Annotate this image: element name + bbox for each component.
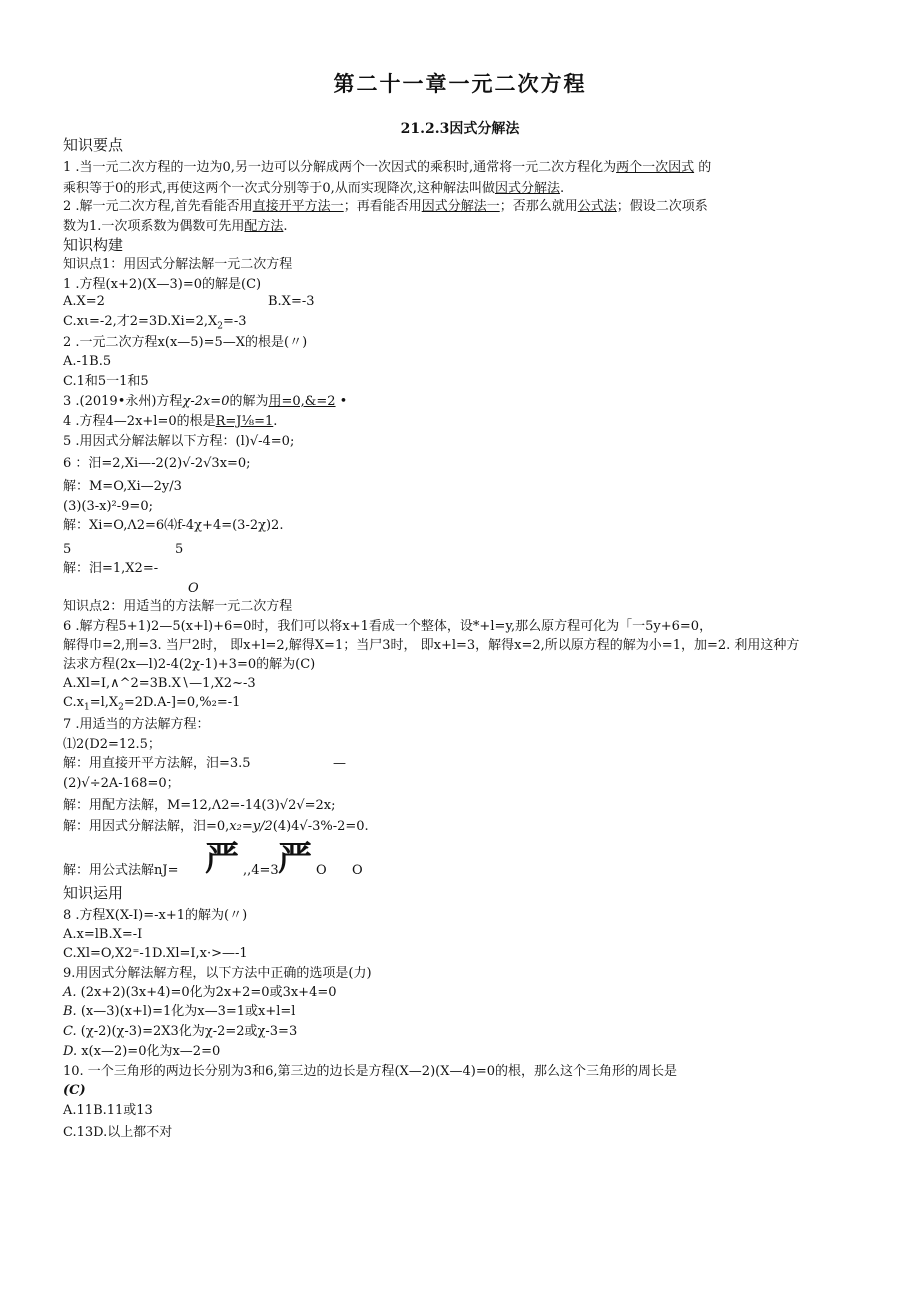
question-4: 4 .方程4—2x+l=0的根是R=J⅛=1.: [63, 414, 278, 429]
question-6b-line-3: 法求方程(2x—l)2-4(2χ-1)+3=0的解为(C): [63, 657, 316, 672]
solution-line-a: 解：M=O,Xi—2y∕3: [63, 479, 182, 494]
question-7-part-2: (2)√÷2A-168=0；: [63, 776, 180, 791]
section-subtitle: 21.2.3因式分解法: [400, 121, 520, 137]
question-7-solution-4-o2: O: [352, 863, 363, 878]
question-6b-line-2: 解得巾=2,刑=3. 当尸2时， 即x+l=2,解得X=1；当尸3时， 即x+l=3，解得x=2,所以原方程的解为小=1，加=2. 利用这种方: [63, 638, 800, 653]
question-8-options-ab: A.x=lB.X=-I: [63, 927, 143, 942]
question-8-options-cd: C.Xl=O,X2⁼-1D.Xl=I,x·>—-1: [63, 946, 248, 961]
question-7-dash: —: [333, 756, 346, 771]
question-1-stem: 1 .方程(x+2)(X—3)=0的解是(C): [63, 277, 262, 292]
question-3: 3 .(2019•永州)方程χ-2x=0的解为用=0,&=2 •: [63, 394, 348, 409]
question-2-options-cd: C.1和5一1和5: [63, 374, 149, 389]
question-6b-line-1: 6 .解方程5+1)2—5(x+l)+6=0时，我们可以将x+1看成一个整体，设*+l=y,那么原方程可化为「一5y+6=0，: [63, 619, 713, 634]
question-6-line: 6 ：汨=2,Xi—-2(2)√-2√3x=0;: [63, 456, 251, 471]
question-1-option-a: A.X=2: [63, 294, 105, 309]
question-10-stem: 10. 一个三角形的两边长分别为3和6,第三边的边长是方程(X—2)(X—4)=0的根，那么这个三角形的周长是: [63, 1064, 677, 1079]
question-7-solution-4-o1: O: [316, 863, 327, 878]
solution-line-e: 解：汨=1,X2=-: [63, 561, 159, 576]
question-8-stem: 8 .方程X(X-I)=-x+1的解为(〃): [63, 908, 248, 923]
question-6b-options-cd: $C.x_1=l,X_2=2D.A-]=0,\%_2=-1$: [63, 695, 241, 713]
question-10-options-ab: A.11B.11或13: [63, 1103, 153, 1118]
question-10-options-cd: C.13D.以上都不对: [63, 1125, 173, 1140]
question-7-solution-3: 解：用因式分解法解，汨=0,x₂=y∕2(4)4√-3%-2=0.: [63, 819, 369, 834]
point-1-line-1: 1 .当一元二次方程的一边为0,另一边可以分解成两个一次因式的乘积时,通常将一元二次方程化为两个一次因式 的: [63, 160, 712, 175]
scan-artifact-glyph-2: 严: [278, 839, 312, 879]
question-1-option-b: B.X=-3: [268, 294, 315, 309]
question-9-stem: 9.用因式分解法解方程，以下方法中正确的选项是(力): [63, 966, 372, 981]
knowledge-point-1: 知识点1：用因式分解法解一元二次方程: [63, 257, 293, 272]
question-7-solution-4: 解：用公式法解nJ=: [63, 863, 179, 878]
question-1-options-cd: C.xι=-2,才$2=3D.Xi=2,X_2=-3$: [63, 314, 247, 332]
heading-knowledge-points: 知识要点: [63, 136, 124, 154]
heading-knowledge-build: 知识构建: [63, 236, 124, 254]
question-7-solution-4-mid: ,,4=3: [243, 863, 279, 878]
scan-artifact-glyph-1: 严: [205, 839, 239, 879]
point-2-line-2: 数为1.一次项系数为偶数可先用配方法.: [63, 219, 288, 234]
point-1-line-2: 乘积等于0的形式,再使这两个一次式分别等于0,从而实现降次,这种解法叫做因式分解法.: [63, 181, 565, 196]
solution-line-f: O: [188, 581, 199, 596]
question-2-stem: 2 .一元二次方程x(x—5)=5—X的根是(〃): [63, 335, 308, 350]
solution-line-c: 解：Xi=O,Λ2=6⑷f-4χ+4=(3-2χ)2.: [63, 518, 284, 533]
heading-knowledge-use: 知识运用: [63, 884, 124, 902]
question-7-part-1: ⑴2(D2=12.5；: [63, 737, 161, 752]
question-9-option-b: B. (x—3)(x+l)=1化为x—3=1或x+l=l: [63, 1004, 296, 1019]
question-10-answer: (C): [63, 1083, 86, 1098]
question-5: 5 .用因式分解法解以下方程：(l)√-4=0;: [63, 434, 295, 449]
solution-fraction-num-2: 5: [175, 542, 184, 557]
question-7-stem: 7 .用适当的方法解方程：: [63, 717, 210, 732]
point-2-line-1: 2 .解一元二次方程,首先看能否用直接开平方法一；再看能否用因式分解法一；否那么就用公式法；假设二次项系: [63, 199, 708, 214]
question-9-option-c: C. (χ-2)(χ-3)=2X3化为χ-2=2或χ-3=3: [63, 1024, 298, 1039]
question-7-solution-2: 解：用配方法解，M=12,Λ2=-14(3)√2√=2x;: [63, 798, 336, 813]
question-2-options-ab: A.-1B.5: [63, 354, 112, 369]
solution-fraction-num-1: 5: [63, 542, 72, 557]
question-9-option-a: A. (2x+2)(3x+4)=0化为2x+2=0或3x+4=0: [63, 985, 337, 1000]
question-9-option-d: D. x(x—2)=0化为x—2=0: [63, 1044, 221, 1059]
question-7-solution-1: 解：用直接开平方法解，汨=3.5: [63, 756, 251, 771]
knowledge-point-2: 知识点2：用适当的方法解一元二次方程: [63, 599, 293, 614]
solution-line-b: (3)(3-x)²-9=0;: [63, 499, 153, 514]
page-title: 第二十一章一元二次方程: [333, 71, 587, 96]
question-6b-options-ab: A.Xl=I,∧^2=3B.X∖—1,X2~-3: [63, 676, 256, 691]
